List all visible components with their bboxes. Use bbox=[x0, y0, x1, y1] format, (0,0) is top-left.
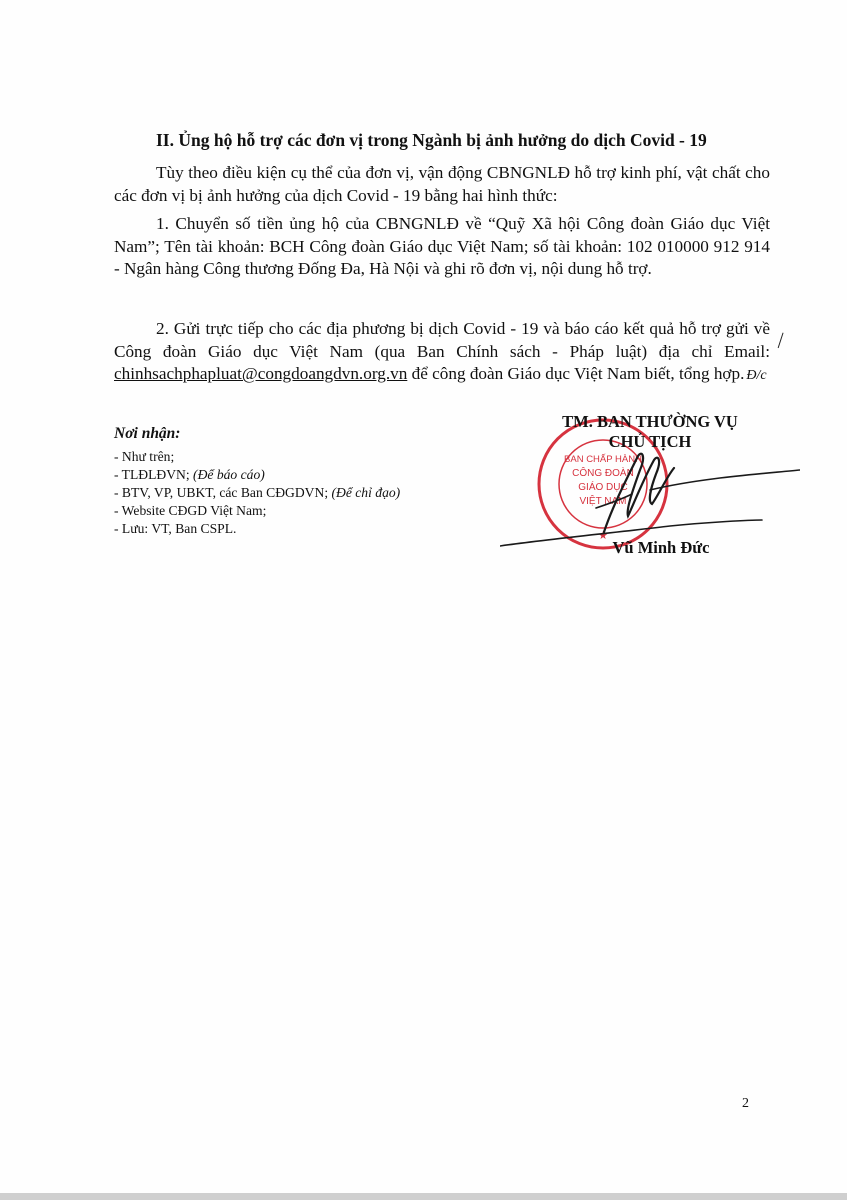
page-number: 2 bbox=[742, 1096, 749, 1111]
stamp-line-1: BAN CHẤP HÀNH bbox=[564, 454, 642, 465]
item-1-paragraph: 1. Chuyển số tiền ủng hộ của CBNGNLĐ về “Quỹ Xã hội Công đoàn Giáo dục Việt Nam”; Tên tài khoản: BCH Công đoàn Giáo dục Việt Nam; số tài khoản: 102 010000 912 914 - Ngân hàng Công thương Đống Đa, Hà Nội và ghi rõ đơn vị, nội dung hỗ trợ. bbox=[114, 214, 770, 279]
recipient-item: - Website CĐGD Việt Nam; bbox=[114, 503, 267, 518]
signature-block bbox=[500, 412, 800, 562]
signer-name: Vũ Minh Đức bbox=[612, 538, 710, 557]
signer-position: CHỦ TỊCH bbox=[608, 432, 692, 451]
recipient-item: - Như trên; bbox=[114, 449, 175, 464]
section-heading: II. Ủng hộ hỗ trợ các đơn vị trong Ngành bị ảnh hưởng do dịch Covid - 19 bbox=[156, 130, 707, 150]
stamp-line-2: CÔNG ĐOÀN bbox=[572, 468, 634, 479]
recipients-title: Nơi nhận: bbox=[114, 425, 181, 442]
stamp-line-3: GIÁO DỤC bbox=[578, 482, 628, 493]
recipients-list bbox=[114, 448, 494, 538]
star-icon: ★ bbox=[598, 530, 608, 542]
signer-title: TM. BAN THƯỜNG VỤ bbox=[562, 412, 738, 431]
item-2-text: 2. Gửi trực tiếp cho các địa phương bị dịch Covid - 19 và báo cáo kết quả hỗ trợ gửi về Công đoàn Giáo dục Việt Nam (qua Ban Chính sách - Pháp luật) địa chỉ Email: bbox=[114, 319, 770, 361]
intro-paragraph: Tùy theo điều kiện cụ thể của đơn vị, vận động CBNGNLĐ hỗ trợ kinh phí, vật chất cho các đơn vị bị ảnh hưởng của dịch Covid - 19 bằng hai hình thức: bbox=[114, 163, 770, 205]
scan-edge bbox=[0, 1193, 847, 1200]
item-2-paragraph bbox=[114, 318, 770, 388]
stamp-line-4: VIỆT NAM bbox=[579, 496, 627, 507]
recipient-item: - Lưu: VT, Ban CSPL. bbox=[114, 521, 237, 536]
recipient-item: - TLĐLĐVN; (Để báo cáo) bbox=[114, 467, 265, 482]
handwritten-tick-mark bbox=[778, 333, 788, 350]
recipients-block bbox=[114, 424, 494, 538]
handwritten-note: Đ/c bbox=[746, 368, 767, 384]
recipient-item: - BTV, VP, UBKT, các Ban CĐGDVN; (Để chỉ đạo) bbox=[114, 485, 401, 500]
item-2-tail: để công đoàn Giáo dục Việt Nam biết, tổng hợp. bbox=[407, 364, 745, 384]
email-link[interactable]: chinhsachphapluat@congdoangdvn.org.vn bbox=[114, 364, 408, 384]
